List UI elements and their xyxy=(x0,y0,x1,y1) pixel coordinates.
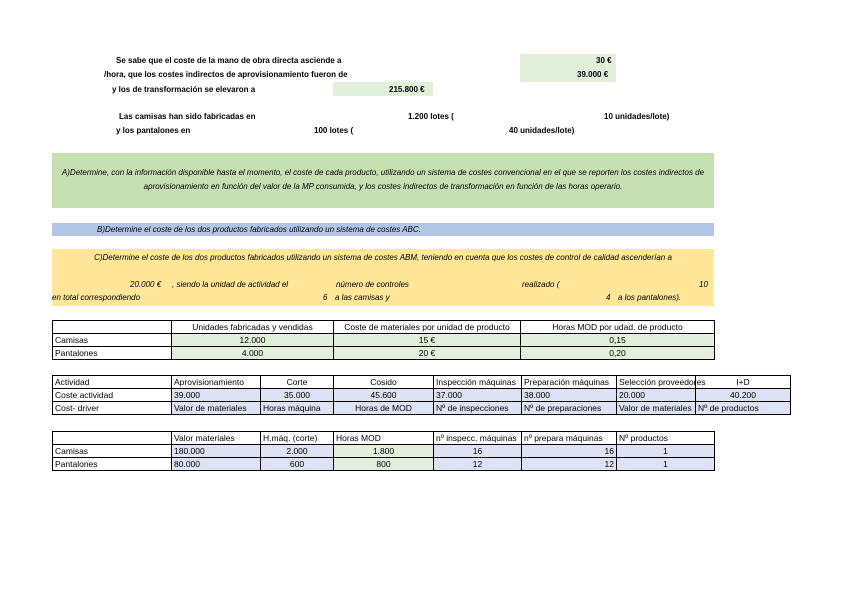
question-c-camisas: a las camisas y xyxy=(335,293,390,302)
intro-line2: /hora, que los costes indirectos de aprovisionamiento fueron de xyxy=(104,70,348,79)
table-cell: Horas de MOD xyxy=(334,402,434,415)
intro-line4-b: 1.200 lotes ( xyxy=(408,112,454,121)
table-cell: 12.000 xyxy=(172,334,334,347)
table-cell: 40.200 xyxy=(696,389,791,402)
table-cell: 0,15 xyxy=(521,334,715,347)
table-cell: 39.000 xyxy=(172,389,261,402)
table-cell: Camisas xyxy=(53,445,172,458)
intro-line5-a: y los pantalones en xyxy=(116,126,191,135)
table-header: Preparación máquinas xyxy=(522,376,617,389)
question-c-realizado: realizado ( xyxy=(522,280,560,289)
table-row xyxy=(53,445,715,458)
table-cell: 38.000 xyxy=(522,389,617,402)
table-header: nº prepara máquinas xyxy=(522,432,617,445)
table-header: Valor materiales xyxy=(172,432,261,445)
question-c-mid: , siendo la unidad de actividad el xyxy=(172,280,289,289)
question-c-line1: C)Determine el coste de los dos productos fabricados utilizando un sistema de costes ABM, teniendo en cuenta que los costes de control de calidad ascenderían a xyxy=(94,253,672,262)
question-c xyxy=(52,249,714,306)
intro-line4-a: Las camisas han sido fabricadas en xyxy=(119,112,256,121)
table-header xyxy=(53,321,172,334)
table-row xyxy=(53,389,791,402)
question-c-amount: 20.000 € xyxy=(130,280,162,289)
table-cell: 20.000 xyxy=(617,389,696,402)
table-cell: 600 xyxy=(261,458,334,471)
table-cell: Valor de materiales xyxy=(617,402,696,415)
question-c-controls: número de controles xyxy=(336,280,409,289)
question-c-four: 4 xyxy=(606,293,611,302)
table-cell: 800 xyxy=(334,458,434,471)
table-cell: Nº de productos xyxy=(696,402,791,415)
table-cell: 12 xyxy=(522,458,617,471)
table-row xyxy=(53,376,791,389)
table-cell: Valor de materiales xyxy=(172,402,261,415)
table-row xyxy=(53,458,715,471)
table-cell: Nº de preparaciones xyxy=(522,402,617,415)
table-header: Unidades fabricadas y vendidas xyxy=(172,321,334,334)
table-header: Corte xyxy=(261,376,334,389)
table-header: Cosido xyxy=(334,376,434,389)
table-cell: 37.000 xyxy=(434,389,522,402)
table-cell: 16 xyxy=(522,445,617,458)
cost-drivers-table xyxy=(52,431,715,471)
transformation-cost-value: 215.800 € xyxy=(389,85,425,94)
table-cell: Pantalones xyxy=(53,458,172,471)
table-header: Horas MOD por udad. de producto xyxy=(521,321,715,334)
table-cell: 1 xyxy=(617,445,715,458)
question-c-six: 6 xyxy=(323,293,328,302)
table-cell: 20 € xyxy=(334,347,521,360)
table-row xyxy=(53,334,715,347)
question-c-total: en total correspondiendo xyxy=(52,293,141,302)
table-cell: 2.000 xyxy=(261,445,334,458)
question-b: B)Determine el coste de los dos productos fabricados utilizando un sistema de costes ABC. xyxy=(52,223,714,236)
table-cell: 16 xyxy=(434,445,522,458)
table-header: Horas MOD xyxy=(334,432,434,445)
table-cell: Pantalones xyxy=(53,347,172,360)
table-header: Aprovisionamiento xyxy=(172,376,261,389)
table-header: nº inspecc. máquinas xyxy=(434,432,522,445)
table-header: Coste de materiales por unidad de producto xyxy=(334,321,521,334)
intro-line1: Se sabe que el coste de la mano de obra directa asciende a xyxy=(116,56,342,65)
question-a: A)Determine, con la información disponible hasta el momento, el coste de cada producto, utilizando un sistema de costes convencional en el que se reporten los costes indirectos de aprovisionamiento en función del valor de la MP consumida, y los costes indirectos de transformación en función de las horas operario. xyxy=(52,153,714,208)
table-cell: Nº de inspecciones xyxy=(434,402,522,415)
table-cell: 1.800 xyxy=(334,445,434,458)
table-cell: 45.600 xyxy=(334,389,434,402)
intro-line5-c: 40 unidades/lote) xyxy=(509,126,575,135)
table-row xyxy=(53,432,715,445)
table-cell: Camisas xyxy=(53,334,172,347)
table-header: Actividad xyxy=(53,376,172,389)
table-cell: 35.000 xyxy=(261,389,334,402)
table-header: H.máq. (corte) xyxy=(261,432,334,445)
table-cell: 0,20 xyxy=(521,347,715,360)
table-row xyxy=(53,402,791,415)
table-cell: 15 € xyxy=(334,334,521,347)
table-cell: Cost- driver xyxy=(53,402,172,415)
table-header: Inspección máquinas xyxy=(434,376,522,389)
labor-cost-value: 30 € xyxy=(596,56,612,65)
table-cell: 1 xyxy=(617,458,715,471)
question-c-pantalones: a los pantalones). xyxy=(618,293,682,302)
table-row xyxy=(53,347,715,360)
products-table xyxy=(52,320,715,360)
table-cell: 4.000 xyxy=(172,347,334,360)
intro-line5-b: 100 lotes ( xyxy=(314,126,354,135)
table-cell: 80.000 xyxy=(172,458,261,471)
question-c-ten: 10 xyxy=(699,280,708,289)
table-header: Selección proveedores xyxy=(617,376,696,389)
table-header: Nº productos xyxy=(617,432,715,445)
procurement-cost-value: 39.000 € xyxy=(577,70,609,79)
table-row xyxy=(53,321,715,334)
table-cell: Horas máquina xyxy=(261,402,334,415)
activities-table xyxy=(52,375,791,415)
table-cell: 12 xyxy=(434,458,522,471)
intro-line4-c: 10 unidades/lote) xyxy=(604,112,670,121)
table-header xyxy=(53,432,172,445)
intro-line3: y los de transformación se elevaron a xyxy=(112,85,256,94)
table-header: I+D xyxy=(696,376,791,389)
table-cell: 180.000 xyxy=(172,445,261,458)
table-cell: Coste actividad xyxy=(53,389,172,402)
